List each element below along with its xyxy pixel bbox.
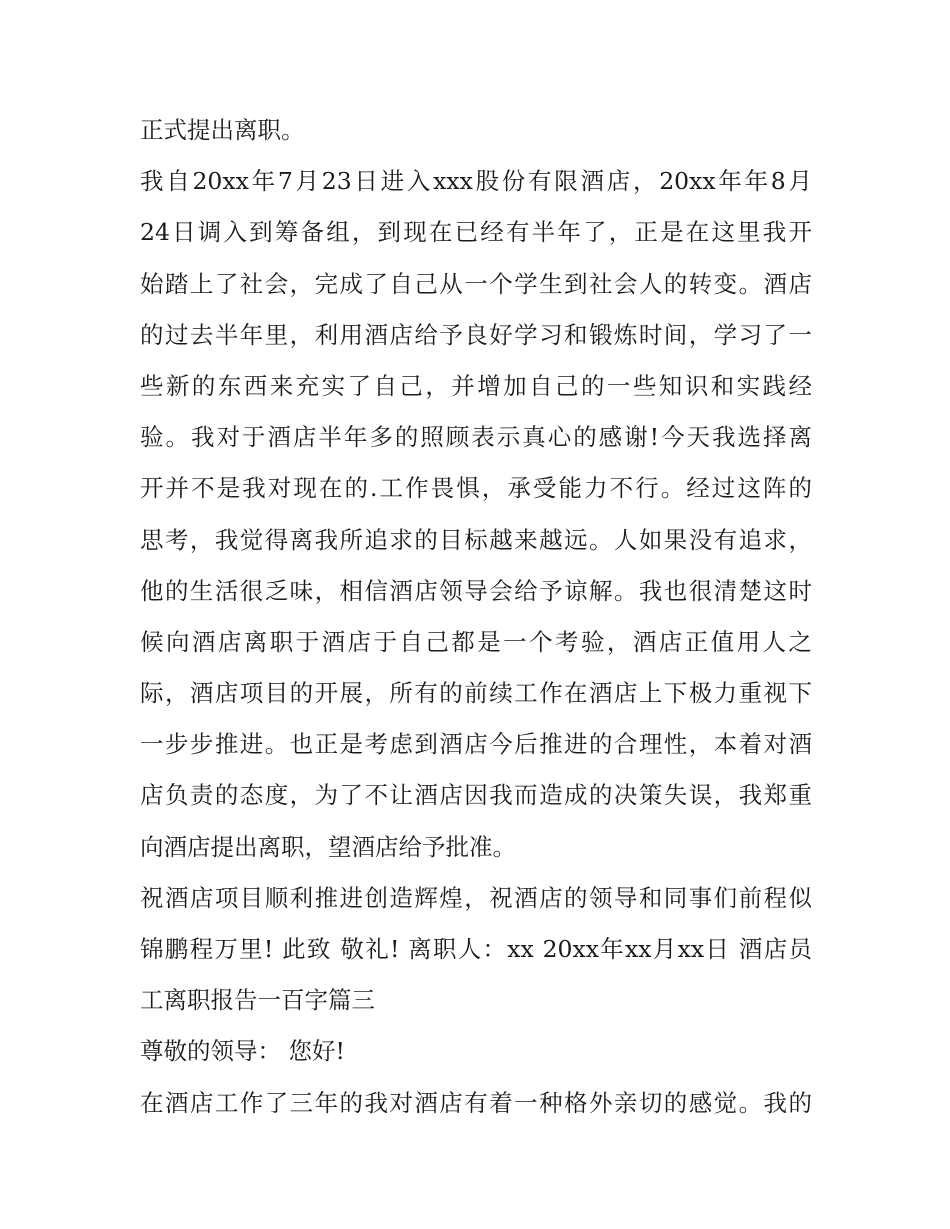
- text-line: 向酒店提出离职，望酒店给予批准。: [140, 832, 516, 861]
- document-body: [140, 105, 812, 1129]
- text-line: 正式提出离职。: [140, 116, 305, 144]
- text-line: 际，酒店项目的开展，所有的前续工作在酒店上下极力重视下: [140, 679, 812, 708]
- text-line: 店负责的态度，为了不让酒店因我而造成的决策失误，我郑重: [140, 781, 812, 810]
- text-line: 些新的东西来充实了自己，并增加自己的一些知识和实践经: [140, 371, 812, 400]
- text-line: 他的生活很乏味，相信酒店领导会给予谅解。我也很清楚这时: [140, 576, 812, 605]
- text-line: 工离职报告一百字篇三: [140, 986, 375, 1015]
- text-line: 锦鹏程万里! 此致 敬礼! 离职人：xx 20xx年xx月xx日 酒店员: [140, 935, 812, 963]
- text-line: 验。我对于酒店半年多的照顾表示真心的感谢!今天我选择离: [140, 423, 812, 452]
- text-line: 祝酒店项目顺利推进创造辉煌，祝酒店的领导和同事们前程似: [140, 883, 812, 912]
- text-line: 尊敬的领导： 您好!: [140, 1037, 345, 1066]
- text-line: 思考，我觉得离我所追求的目标越来越远。人如果没有追求，: [140, 525, 812, 554]
- text-line: 在酒店工作了三年的我对酒店有着一种格外亲切的感觉。我的: [140, 1088, 812, 1117]
- text-line: 的过去半年里，利用酒店给予良好学习和锻炼时间，学习了一: [140, 320, 812, 349]
- text-line: 一步步推进。也正是考虑到酒店今后推进的合理性，本着对酒: [140, 730, 812, 759]
- text-line: 候向酒店离职于酒店于自己都是一个考验，酒店正值用人之: [140, 627, 812, 656]
- text-line: 始踏上了社会，完成了自己从一个学生到社会人的转变。酒店: [140, 269, 812, 298]
- text-line: 开并不是我对现在的.工作畏惧，承受能力不行。经过这阵的: [140, 474, 812, 503]
- text-line: 我自20xx年7月23日进入xxx股份有限酒店，20xx年年8月: [140, 167, 812, 196]
- text-line: 24日调入到筹备组，到现在已经有半年了，正是在这里我开: [140, 218, 812, 247]
